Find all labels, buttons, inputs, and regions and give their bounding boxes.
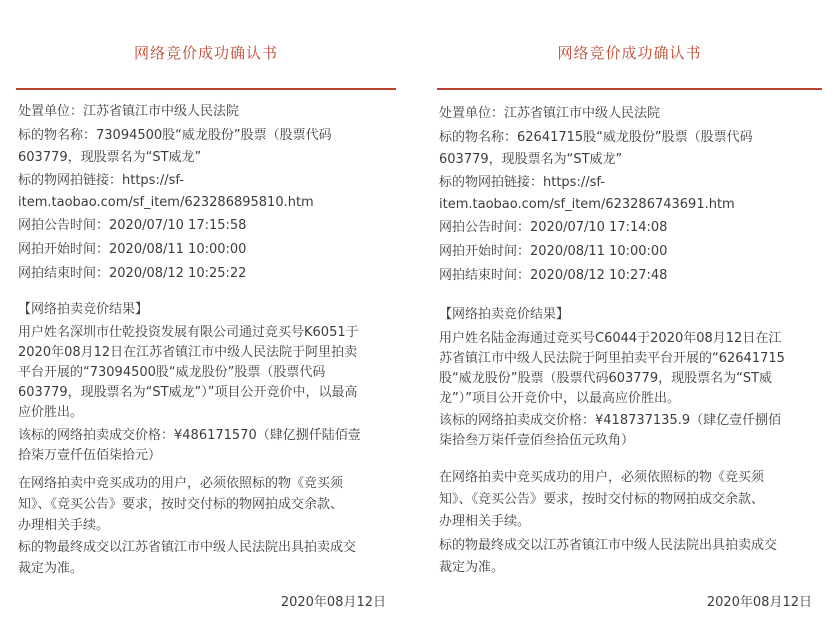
disposal-unit: 处置单位：江苏省镇江市中级人民法院: [439, 106, 661, 121]
document-date: 2020年08月12日: [706, 595, 812, 610]
auction-link-url: item.taobao.com/sf_item/623286743691.htm: [439, 197, 735, 212]
notice-line-2: 知》、《竞买公告》要求，按时交付标的物网拍成交余款、: [439, 492, 765, 507]
confirmation-document-left: [16, 0, 396, 641]
document-title: 网络竞价成功确认书: [133, 44, 278, 62]
final-note-line-2: 裁定为准。: [439, 560, 505, 575]
result-paragraph-line-2: 2020年08月12日在江苏省镇江市中级人民法院于阿里拍卖: [18, 345, 358, 360]
item-name-line-2: 603779，现股票名为“ST威龙”: [18, 150, 202, 165]
deal-price-line-1: 该标的网络拍卖成交价格：¥486171570（肆亿捌仟陆佰壹: [18, 428, 361, 443]
result-paragraph-line-1: 用户姓名深圳市仕乾投资发展有限公司通过竞买号K6051于: [18, 325, 359, 340]
auction-link-label: 标的物网拍链接：https://sf-: [18, 173, 184, 188]
notice-line-1: 在网络拍卖中竞买成功的用户，必须依照标的物《竞买须: [439, 470, 765, 485]
notice-line-3: 办理相关手续。: [439, 514, 531, 529]
title-divider: [16, 88, 396, 90]
title-divider: [437, 88, 822, 90]
result-paragraph-line-4: 龙”）”项目公开竞价中，以最高应价胜出。: [439, 391, 680, 406]
confirmation-document-right: [437, 0, 822, 641]
disposal-unit: 处置单位：江苏省镇江市中级人民法院: [18, 104, 240, 119]
document-title: 网络竞价成功确认书: [557, 44, 702, 62]
announcement-time: 网拍公告时间：2020/07/10 17:15:58: [18, 218, 247, 233]
final-note-line-2: 裁定为准。: [18, 561, 84, 576]
result-paragraph-line-2: 苏省镇江市中级人民法院于阿里拍卖平台开展的“62641715: [439, 351, 785, 366]
item-name-line-1: 标的物名称：62641715股“威龙股份”股票（股票代码: [439, 130, 753, 145]
start-time: 网拍开始时间：2020/08/11 10:00:00: [439, 244, 668, 259]
notice-line-3: 办理相关手续。: [18, 518, 110, 533]
start-time: 网拍开始时间：2020/08/11 10:00:00: [18, 242, 247, 257]
item-name-line-1: 标的物名称：73094500股“威龙股份”股票（股票代码: [18, 128, 332, 143]
result-paragraph-line-5: 应价胜出。: [18, 405, 84, 420]
notice-line-1: 在网络拍卖中竞买成功的用户，必须依照标的物《竞买须: [18, 476, 344, 491]
result-paragraph-line-4: 603779，现股票名为“ST威龙”）”项目公开竞价中，以最高: [18, 385, 358, 400]
auction-link-url: item.taobao.com/sf_item/623286895810.htm: [18, 195, 314, 210]
auction-link-label: 标的物网拍链接：https://sf-: [439, 175, 605, 190]
deal-price-line-2: 柒拾叁万柒仟壹佰叁拾伍元玖角）: [439, 433, 635, 448]
result-paragraph-line-1: 用户姓名陆金海通过竞买号C6044于2020年08月12日在江: [439, 331, 782, 346]
announcement-time: 网拍公告时间：2020/07/10 17:14:08: [439, 220, 668, 235]
final-note-line-1: 标的物最终成交以江苏省镇江市中级人民法院出具拍卖成交: [18, 540, 357, 555]
deal-price-line-2: 拾柒万壹仟伍佰柒拾元）: [18, 448, 162, 463]
result-heading: 【网络拍卖竞价结果】: [18, 302, 149, 317]
result-paragraph-line-3: 股“威龙股份”股票（股票代码603779，现股票名为“ST威: [439, 371, 773, 386]
document-date: 2020年08月12日: [280, 595, 386, 610]
final-note-line-1: 标的物最终成交以江苏省镇江市中级人民法院出具拍卖成交: [439, 538, 778, 553]
notice-line-2: 知》、《竞买公告》要求，按时交付标的物网拍成交余款、: [18, 497, 344, 512]
end-time: 网拍结束时间：2020/08/12 10:25:22: [18, 266, 247, 281]
end-time: 网拍结束时间：2020/08/12 10:27:48: [439, 268, 668, 283]
result-heading: 【网络拍卖竞价结果】: [439, 307, 570, 322]
item-name-line-2: 603779，现股票名为“ST威龙”: [439, 152, 623, 167]
result-paragraph-line-3: 平台开展的“73094500股“威龙股份”股票（股票代码: [18, 365, 326, 380]
deal-price-line-1: 该标的网络拍卖成交价格：¥418737135.9（肆亿壹仟捌佰: [439, 413, 782, 428]
